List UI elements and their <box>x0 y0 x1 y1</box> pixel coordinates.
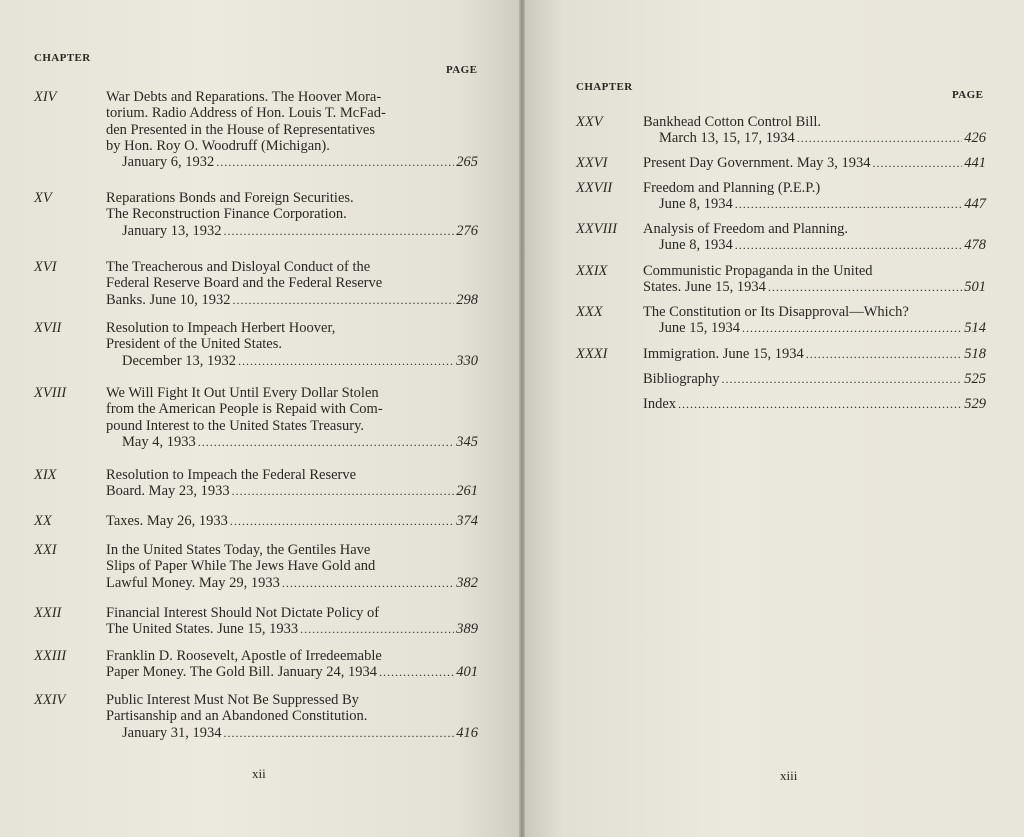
page-column-header: PAGE <box>952 89 984 101</box>
page-number: 298 <box>456 291 478 308</box>
page-number: 345 <box>456 433 478 450</box>
chapter-number: XXV <box>576 114 603 130</box>
chapter-title-end: May 4, 1933 <box>122 433 196 450</box>
chapter-number: XXVI <box>576 155 608 171</box>
chapter-title-line: The Reconstruction Finance Corporation. <box>106 206 347 223</box>
chapter-title-end: States. June 15, 1934 <box>643 279 766 296</box>
chapter-last-line <box>643 320 986 336</box>
chapter-last-line <box>106 353 478 369</box>
chapter-title-end: Present Day Government. May 3, 1934 <box>643 155 871 171</box>
dot-leader <box>742 320 962 336</box>
chapter-title-line: We Will Fight It Out Until Every Dollar Stolen <box>106 385 379 401</box>
chapter-number: XV <box>34 190 52 206</box>
chapter-last-line <box>106 664 478 680</box>
chapter-last-line <box>643 130 986 146</box>
dot-leader <box>282 575 454 591</box>
chapter-number: XXI <box>34 542 57 558</box>
chapter-title-line: The Treacherous and Disloyal Conduct of the <box>106 259 371 275</box>
chapter-number: XVII <box>34 320 62 336</box>
dot-leader <box>230 513 454 529</box>
chapter-title-line: Communistic Propaganda in the United <box>643 263 873 279</box>
chapter-last-line <box>106 223 478 239</box>
page-number: 518 <box>964 346 986 362</box>
dot-leader <box>198 434 455 450</box>
chapter-title-line: torium. Radio Address of Hon. Louis T. McFad- <box>106 105 386 122</box>
chapter-title-end: Paper Money. The Gold Bill. January 24, 1934 <box>106 664 378 681</box>
dot-leader <box>735 196 963 212</box>
chapter-title-end: December 13, 1932 <box>122 352 236 369</box>
chapter-title-line: Resolution to Impeach the Federal Reserve <box>106 467 357 483</box>
chapter-title-line: Franklin D. Roosevelt, Apostle of Irredeemable <box>106 648 382 664</box>
dot-leader <box>873 155 963 171</box>
chapter-title-line: Bankhead Cotton Control Bill. <box>643 114 822 130</box>
dot-leader <box>768 279 962 295</box>
chapter-title-line: Freedom and Planning (P.E.P.) <box>643 180 821 196</box>
page-number: 389 <box>456 621 478 638</box>
chapter-title-end: March 13, 15, 17, 1934 <box>659 130 795 147</box>
page-number: 416 <box>456 724 478 741</box>
dot-leader <box>379 664 454 680</box>
chapter-title-end: January 13, 1932 <box>122 222 222 239</box>
chapter-number: XXVIII <box>576 221 618 237</box>
chapter-number: XIX <box>34 467 57 483</box>
page-number: 426 <box>964 130 986 147</box>
chapter-last-line <box>643 346 986 362</box>
page-number: 514 <box>964 320 986 337</box>
chapter-title-end: Banks. June 10, 1932 <box>106 291 231 308</box>
chapter-title-line: In the United States Today, the Gentiles Have <box>106 542 371 558</box>
page-number: 525 <box>964 371 986 387</box>
chapter-title-line: pound Interest to the United States Treasury. <box>106 417 365 434</box>
dot-leader <box>232 292 454 308</box>
page-number: 447 <box>964 196 986 213</box>
chapter-title-line: President of the United States. <box>106 336 282 353</box>
page-number: 382 <box>456 574 478 591</box>
dot-leader <box>722 371 963 387</box>
chapter-last-line <box>643 196 986 212</box>
chapter-title-line: The Constitution or Its Disapproval—Which? <box>643 304 909 320</box>
chapter-number: XIV <box>34 89 57 105</box>
chapter-last-line <box>106 292 478 308</box>
dot-leader <box>735 237 963 253</box>
book-gutter <box>519 0 525 837</box>
chapter-title-line: Financial Interest Should Not Dictate Policy of <box>106 605 380 621</box>
chapter-last-line <box>106 434 478 450</box>
chapter-title-line: Partisanship and an Abandoned Constitution. <box>106 708 368 725</box>
page-number: 330 <box>456 352 478 369</box>
chapter-title-line: Slips of Paper While The Jews Have Gold and <box>106 558 376 575</box>
chapter-column-header: CHAPTER <box>576 81 633 93</box>
chapter-title-line: den Presented in the House of Representatives <box>106 121 375 138</box>
chapter-number: XXXI <box>576 346 608 362</box>
chapter-title-line: Resolution to Impeach Herbert Hoover, <box>106 320 336 336</box>
chapter-title-end: Index <box>643 396 677 412</box>
chapter-number: XXIX <box>576 263 608 279</box>
chapter-last-line <box>643 279 986 295</box>
chapter-last-line <box>106 154 478 170</box>
page-number: 501 <box>964 279 986 296</box>
page-number: 529 <box>964 396 986 412</box>
chapter-last-line <box>106 621 478 637</box>
chapter-title-line: Public Interest Must Not Be Suppressed By <box>106 692 359 708</box>
chapter-number: XX <box>34 513 52 529</box>
chapter-number: XVI <box>34 259 57 275</box>
chapter-last-line <box>643 396 986 412</box>
page-number: 441 <box>964 155 986 171</box>
page-number: 261 <box>456 483 478 500</box>
page-number: 374 <box>456 513 478 529</box>
page-number: 478 <box>964 237 986 254</box>
page-number: 265 <box>456 154 478 171</box>
chapter-title-end: January 31, 1934 <box>122 724 222 741</box>
chapter-title-end: Bibliography <box>643 371 720 387</box>
chapter-title-line: War Debts and Reparations. The Hoover Mora- <box>106 89 382 105</box>
chapter-number: XXX <box>576 304 603 320</box>
chapter-title-end: June 15, 1934 <box>659 320 740 337</box>
dot-leader <box>223 725 454 741</box>
folio-right: xiii <box>780 768 798 783</box>
chapter-number: XXIII <box>34 648 67 664</box>
dot-leader <box>797 130 963 146</box>
chapter-last-line <box>106 575 478 591</box>
dot-leader <box>238 353 454 369</box>
chapter-last-line <box>643 237 986 253</box>
dot-leader <box>216 154 454 170</box>
chapter-title-line: Analysis of Freedom and Planning. <box>643 221 848 237</box>
chapter-last-line <box>106 725 478 741</box>
chapter-number: XXIV <box>34 692 66 708</box>
chapter-title-line: from the American People is Repaid with Com- <box>106 401 383 418</box>
page-number: 401 <box>456 664 478 681</box>
chapter-title-end: June 8, 1934 <box>659 196 733 213</box>
chapter-number: XXII <box>34 605 62 621</box>
dot-leader <box>232 483 455 499</box>
dot-leader <box>806 346 963 362</box>
chapter-column-header: CHAPTER <box>34 52 91 64</box>
folio-left: xii <box>252 766 266 781</box>
chapter-title-end: January 6, 1932 <box>122 154 215 171</box>
chapter-title-end: The United States. June 15, 1933 <box>106 621 299 638</box>
chapter-title-end: Taxes. May 26, 1933 <box>106 513 228 529</box>
page-number: 276 <box>456 222 478 239</box>
chapter-last-line <box>106 483 478 499</box>
chapter-title-line: Reparations Bonds and Foreign Securities. <box>106 190 354 206</box>
chapter-title-end: Immigration. June 15, 1934 <box>643 346 804 362</box>
chapter-title-end: Board. May 23, 1933 <box>106 483 230 500</box>
chapter-number: XVIII <box>34 385 67 401</box>
dot-leader <box>678 396 962 412</box>
chapter-number: XXVII <box>576 180 613 196</box>
chapter-title-end: June 8, 1934 <box>659 237 733 254</box>
chapter-last-line <box>643 371 986 387</box>
dot-leader <box>300 621 454 637</box>
page-column-header: PAGE <box>446 64 478 76</box>
dot-leader <box>223 223 454 239</box>
chapter-title-line: by Hon. Roy O. Woodruff (Michigan). <box>106 137 330 154</box>
chapter-last-line <box>106 513 478 529</box>
chapter-last-line <box>643 155 986 171</box>
chapter-title-line: Federal Reserve Board and the Federal Reserve <box>106 275 383 292</box>
chapter-title-end: Lawful Money. May 29, 1933 <box>106 574 280 591</box>
